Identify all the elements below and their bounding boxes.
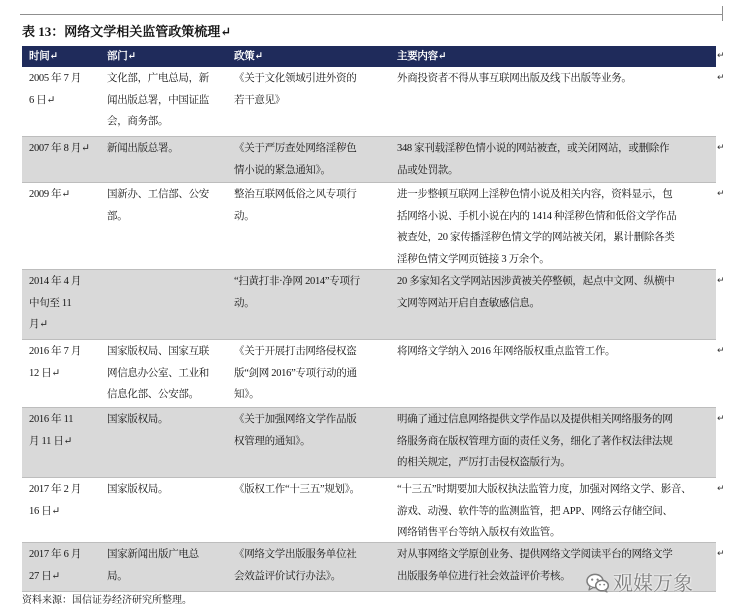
table-title: 表 13：网络文学相关监管政策梳理↵: [22, 24, 232, 39]
row-end-mark: ↵: [717, 484, 725, 494]
department-cell: 国家版权局。: [100, 478, 227, 543]
content-cell: 348 家刊载淫秽色情小说的网站被查，或关闭网站，或删除作 品或处罚款。: [390, 137, 716, 183]
department-cell: 文化部，广电总局，新 闻出版总署，中国证监 会，商务部。: [100, 67, 227, 137]
time-cell: 2016 年 11 月 11 日↵: [22, 408, 100, 478]
time-cell: 2005 年 7 月 6 日↵: [22, 67, 100, 137]
row-end-mark: ↵: [717, 549, 725, 559]
time-cell: 2017 年 2 月 16 日↵: [22, 478, 100, 543]
content-cell: 进一步整顿互联网上淫秽色情小说及相关内容，资料显示，包 括网络小说、手机小说在内的 1414 种淫秽色情和低俗文学作品 被查处，20 家传播淫秽色情文学的网站被关闭，累计删除各类 淫秽色情文学网页链接 3 万余个。: [390, 183, 716, 270]
header-content: 主要内容↵: [390, 46, 716, 67]
row-end-mark: ↵: [717, 276, 725, 286]
policy-cell: 《网络文学出版服务单位社 会效益评价试行办法》。: [227, 543, 390, 592]
row-end-mark: ↵: [717, 346, 725, 356]
row-end-mark: ↵: [717, 73, 725, 83]
header-time: 时间↵: [22, 46, 100, 67]
department-cell: 新闻出版总署。: [100, 137, 227, 183]
policy-cell: 《关于加强网络文学作品版 权管理的通知》。: [227, 408, 390, 478]
policy-cell: 《关于文化领域引进外资的 若干意见》: [227, 67, 390, 137]
time-cell: 2009 年↵: [22, 183, 100, 270]
policy-cell: 《关于严厉查处网络淫秽色 情小说的紧急通知》。: [227, 137, 390, 183]
policy-table: [22, 46, 728, 592]
content-cell: 明确了通过信息网络提供文学作品以及提供相关网络服务的网 络服务商在版权管理方面的责任义务，细化了著作权法律法规 的相关规定，严厉打击侵权盗版行为。: [390, 408, 716, 478]
department-cell: 国家新闻出版广电总 局。: [100, 543, 227, 592]
header-department: 部门↵: [100, 46, 227, 67]
department-cell: 国家版权局。: [100, 408, 227, 478]
row-end-mark: ↵: [717, 414, 725, 424]
policy-cell: 《关于开展打击网络侵权盗 版“剑网 2016”专项行动的通 知》。: [227, 340, 390, 408]
policy-cell: 整治互联网低俗之风专项行 动。: [227, 183, 390, 270]
header-policy: 政策↵: [227, 46, 390, 67]
watermark-text: 观媒万象: [613, 571, 693, 595]
policy-cell: “扫黄打非·净网 2014”专项行 动。: [227, 270, 390, 340]
content-cell: 对从事网络文学原创业务、提供网络文学阅读平台的网络文学 出版服务单位进行社会效益评价考核。: [390, 543, 716, 592]
time-cell: 2007 年 8 月↵: [22, 137, 100, 183]
time-cell: 2016 年 7 月 12 日↵: [22, 340, 100, 408]
top-corner-mark: [722, 6, 723, 21]
time-cell: 2014 年 4 月 中旬至 11 月↵: [22, 270, 100, 340]
source-note: 资料来源：国信证券经济研究所整理。: [22, 595, 192, 606]
content-cell: 将网络文学纳入 2016 年网络版权重点监管工作。: [390, 340, 716, 408]
content-cell: 20 多家知名文学网站因涉黄被关停整顿，起点中文网、纵横中 文网等网站开启自查敏感信息。: [390, 270, 716, 340]
row-end-mark: ↵: [717, 143, 725, 153]
content-cell: 外商投资者不得从事互联网出版及线下出版等业务。: [390, 67, 716, 137]
time-cell: 2017 年 6 月 27 日↵: [22, 543, 100, 592]
top-rule: [20, 14, 722, 15]
row-end-mark: ↵: [717, 51, 725, 61]
row-end-mark: ↵: [717, 189, 725, 199]
watermark: [586, 571, 693, 595]
policy-cell: 《版权工作“十三五”规划》。: [227, 478, 390, 543]
department-cell: [100, 270, 227, 340]
department-cell: 国新办、工信部、公安 部。: [100, 183, 227, 270]
wechat-icon: [586, 573, 610, 593]
department-cell: 国家版权局、国家互联 网信息办公室、工业和 信息化部、公安部。: [100, 340, 227, 408]
content-cell: “十三五”时期要加大版权执法监管力度，加强对网络文学、影音、 游戏、动漫、软件等的监测监管，把 APP、网络云存储空间、 网络销售平台等纳入版权有效监管。: [390, 478, 716, 543]
